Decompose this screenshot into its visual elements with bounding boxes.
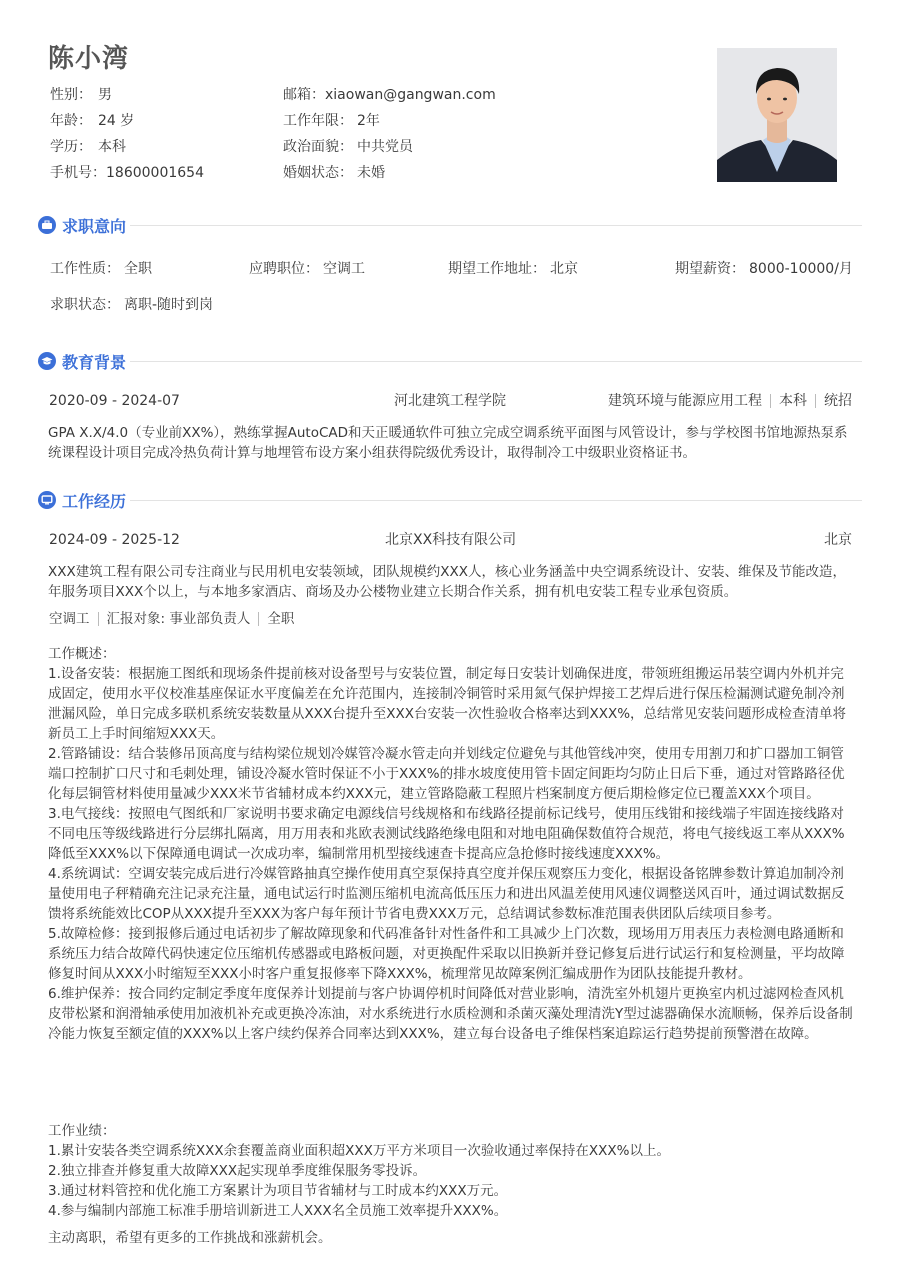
work-period: 2024-09 - 2025-12 [49,532,180,548]
education-label: 学历： [50,139,92,155]
work-overview [48,644,853,1044]
profile-photo [717,48,837,182]
salary-field [675,259,853,279]
overview-item: 4.系统调试：空调安装完成后进行冷媒管路抽真空操作使用真空泵保持真空度并保压观察压力变化，根据设备铭牌参数计算追加制冷剂量使用电子秤精确充注记录充注量，通电试运行时监测压缩机电流高低压压力和进出风温差使用风速仪调整送风百叶，通过调试数据反馈将系统能效比COP从XXX提升至XXX为客户每年预计节省电费XXX万元，总结调试参数标准范围表供团队后续项目参考。 [48,866,845,922]
study-mode: 统招 [824,393,852,409]
marital-row [283,160,496,186]
company-description: XXX建筑工程有限公司专注商业与民用机电安装领域，团队规模约XXX人，核心业务涵盖中央空调系统设计、安装、维保及节能改造，年服务项目XXX个以上，与本地多家酒店、商场及办公楼物业建立长期合作关系，拥有机电安装工程专业承包资质。 [48,564,846,600]
gender-value: 男 [98,87,112,103]
job-status-field [50,295,213,315]
age-row [50,108,204,134]
work-tags [49,609,294,629]
degree: 本科 [779,393,807,409]
overview-item: 6.维护保养：按合同约定制定季度年度保养计划提前与客户协调停机时间降低对营业影响，清洗室外机翅片更换室内机过滤网检查风机皮带松紧和润滑轴承使用加液机补充或更换冷冻油，对水系统进行水质检测和杀菌灭藻处理清洗Y型过滤器确保水流顺畅，保养后设备制冷能力恢复至额定值的XXX%以上客户续约保养合同率达到XXX%，建立每台设备电子维保档案追踪运行趋势提前预警潜在故障。 [48,986,853,1042]
overview-item: 5.故障检修：接到报修后通过电话初步了解故障现象和代码准备针对性备件和工具减少上门次数，现场用万用表压力表检测电路通断和系统压力结合故障代码快速定位压缩机传感器或电路板问题，对更换配件采取以旧换新并登记修复后进行试运行和复检测量，平均故障修复时间从XXX小时缩短至XXX小时客户重复报修率下降XXX%，梳理常见故障案例汇编成册作为团队技能提升教材。 [48,926,845,982]
education-tags [608,391,852,411]
email-row [283,82,496,108]
education-row [50,134,204,160]
company-name: 北京XX科技有限公司 [385,532,517,548]
job-status-label: 求职状态： [50,297,120,313]
phone-label: 手机号： [50,165,106,181]
salary-label: 期望薪资： [675,261,745,277]
politics-row [283,134,496,160]
job-type-label: 工作性质： [50,261,120,277]
position-label: 应聘职位： [249,261,319,277]
graduation-cap-icon [38,352,56,370]
email-label: 邮箱： [283,87,325,103]
report-tag: 汇报对象: 事业部负责人 [106,611,251,627]
info-right-column [283,82,496,186]
achievement-item: 4.参与编制内部施工标准手册培训新进工人XXX名全员施工效率提升XXX%。 [48,1203,508,1219]
work-title: 工作经历 [62,491,127,511]
education-divider [130,361,862,362]
achievement-item: 2.独立排查并修复重大故障XXX起实现单季度维保服务零投诉。 [48,1163,427,1179]
position-value: 空调工 [323,261,365,277]
age-value: 24 岁 [98,113,135,129]
job-type-field [50,259,152,279]
politics-value: 中共党员 [357,139,413,155]
marital-value: 未婚 [357,165,385,181]
email-value: xiaowan@gangwan.com [325,87,496,103]
position-field [249,259,365,279]
marital-label: 婚姻状态： [283,165,353,181]
achievement-label: 工作业绩： [48,1123,116,1139]
overview-item: 1.设备安装：根据施工图纸和现场条件提前核对设备型号与安装位置，制定每日安装计划确保进度，带领班组搬运吊装空调内外机并完成固定，使用水平仪校准基座保证水平度偏差在允许范围内，连接制冷铜管时采用氮气保护焊接工艺焊后进行保压检漏测试避免制冷剂泄漏风险，单日完成多联机系统安装数量从XXX台提升至XXX台安装一次性验收合格率达到XXX%，总结常见安装问题形成检查清单将新员工上手时间缩短XXX天。 [48,666,847,742]
school-name: 河北建筑工程学院 [394,393,506,409]
education-description: GPA X.X/4.0（专业前XX%），熟练掌握AutoCAD和天正暖通软件可独立完成空调系统平面图与风管设计，参与学校图书馆地源热泵系统课程设计项目完成冷热负荷计算与地埋管布设方案小组获得院级优秀设计，取得制冷工中级职业资格证书。 [48,425,848,461]
job-status-value: 离职-随时到岗 [124,297,214,313]
leave-reason: 主动离职，希望有更多的工作挑战和涨薪机会。 [48,1230,332,1246]
divider [770,394,771,408]
divider [98,612,99,626]
location-label: 期望工作地址： [448,261,546,277]
phone-value: 18600001654 [106,165,204,181]
work-divider [130,500,862,501]
overview-item: 3.电气接线：按照电气图纸和厂家说明书要求确定电源线信号线规格和布线路径提前标记线号，使用压线钳和接线端子牢固连接线路对不同电压等级线路进行分层绑扎隔离，用万用表和兆欧表测试线路绝缘电阻和对地电阻确保数值符合规范，将电气接线返工率从XXX%降低至XXX%以下保障通电调试一次成功率，编制常用机型接线速查卡提高应急抢修时接线速度XXX%。 [48,806,845,862]
years-label: 工作年限： [283,113,353,129]
location-value: 北京 [550,261,578,277]
major: 建筑环境与能源应用工程 [608,393,762,409]
overview-item: 2.管路铺设：结合装修吊顶高度与结构梁位规划冷媒管冷凝水管走向并划线定位避免与其他管线冲突，使用专用割刀和扩口器加工铜管端口控制扩口尺寸和毛刺处理，铺设冷凝水管时保证不小于XXX%的排水坡度使用管卡固定间距均匀防止日后下垂，通过对管路路径优化每层铜管材料使用量减少XXX米节省辅材成本约XXX元，建立管路隐蔽工程照片档案制度方便后期检修定位已覆盖XXX个项目。 [48,746,845,802]
work-achievements [48,1121,853,1221]
education-value: 本科 [98,139,126,155]
work-section-header [38,487,126,513]
intention-divider [130,225,862,226]
monitor-icon [38,491,56,509]
education-section-header [38,348,126,374]
job-type-value: 全职 [124,261,152,277]
divider [258,612,259,626]
politics-label: 政治面貌： [283,139,353,155]
portrait-illustration [717,48,837,182]
work-city: 北京 [824,532,852,548]
role-tag: 空调工 [49,611,90,627]
intention-title: 求职意向 [62,216,127,236]
briefcase-icon [38,216,56,234]
employment-type-tag: 全职 [267,611,295,627]
candidate-name: 陈小湾 [48,44,130,74]
achievement-item: 3.通过材料管控和优化施工方案累计为项目节省辅材与工时成本约XXX万元。 [48,1183,508,1199]
years-row [283,108,496,134]
years-value: 2年 [357,113,380,129]
education-period: 2020-09 - 2024-07 [49,393,180,409]
location-field [448,259,578,279]
phone-row [50,160,204,186]
divider [815,394,816,408]
age-label: 年龄： [50,113,92,129]
gender-row [50,82,204,108]
gender-label: 性别： [50,87,92,103]
intention-section-header [38,212,126,238]
salary-value: 8000-10000/月 [749,261,853,277]
education-title: 教育背景 [62,352,127,372]
achievement-item: 1.累计安装各类空调系统XXX余套覆盖商业面积超XXX万平方米项目一次验收通过率保持在XXX%以上。 [48,1143,670,1159]
info-left-column [50,82,204,186]
overview-label: 工作概述： [48,646,116,662]
